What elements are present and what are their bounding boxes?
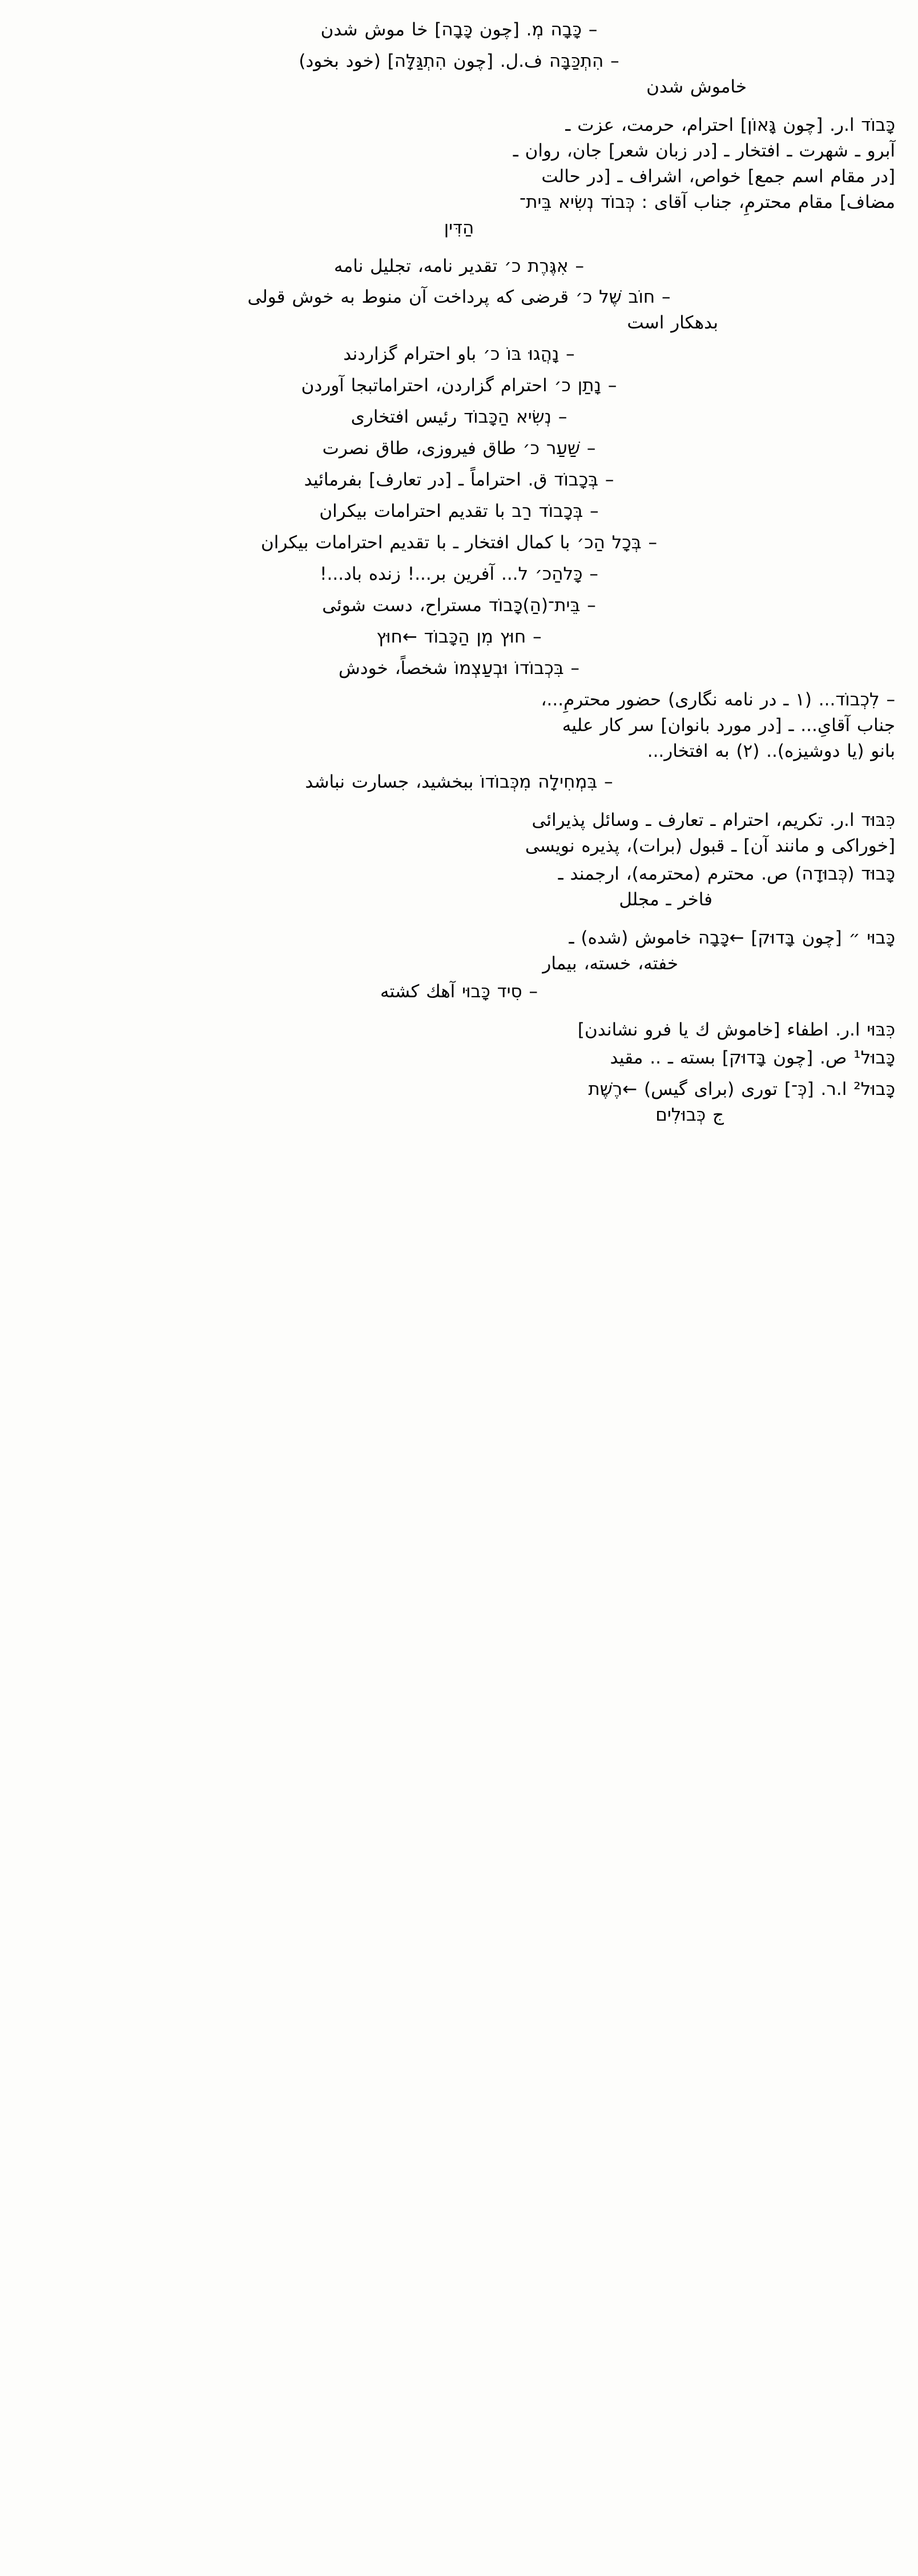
entry-line: – בִּכְבוֹדוֹ וּבְעַצְמוֹ شخصاً، خودش: [338, 657, 580, 679]
entry-line: – נָתַן כ׳ احترام گزاردن، احتراماتبجا آوردن: [301, 375, 617, 396]
dictionary-entry: [23, 1017, 895, 1043]
dictionary-entry: [23, 656, 895, 681]
dictionary-entry: [23, 687, 895, 764]
entry-line: – לִכְבוֹד... (۱ ـ در نامه نگاری) حضور محترمِ...،: [541, 689, 895, 710]
dictionary-entry: [23, 254, 895, 279]
entry-line: [در مقام اسم جمع] خواص، اشراف ـ [در حالت: [541, 166, 895, 187]
entry-line: فاخر ـ مجلل: [619, 889, 712, 910]
entry-line: כָּבוּל² ا.ר. [כְּ־] توری (برای گیس) ←רֶשֶׁת: [588, 1078, 895, 1100]
dictionary-entry: [23, 925, 895, 977]
entry-line: כָּבוּד (כְּבוּדָה) ص. محترم (محترمه)، ارجمند ـ: [558, 864, 895, 885]
entry-line: خفته، خسته، بیمار: [542, 953, 678, 974]
entry-line: – כָּבָה מְ. [چون כָּבָה] خا موش شدن: [320, 19, 598, 40]
dictionary-entry: [23, 17, 895, 43]
entry-line: כָּבוֹד ا.ر. [چون גָּאוֹן] احترام، حرمت، عزت ـ: [565, 114, 895, 135]
dictionary-entry: [23, 436, 895, 462]
dictionary-entry: [23, 769, 895, 795]
entry-line: – בְּכָבוֹד ق. احتراماً ـ [در تعارف] بفرمائید: [304, 470, 614, 491]
dictionary-entry: [23, 342, 895, 367]
entry-line: – בִּמְחִילָה מִכְּבוֹדוֹ ببخشید، جسارت نباشد: [305, 772, 613, 793]
entry-line: ج כְּבוּלִים: [655, 1104, 724, 1125]
entry-line: – בְּכָל הַכ׳ با کمال افتخار ـ با تقدیم احترامات بیکران: [260, 532, 658, 553]
dictionary-entry: [23, 624, 895, 650]
entry-line: כָּבוּל¹ ص. [چون בָּדוּק] بسته ـ .. مقید: [610, 1047, 895, 1068]
entry-line: بانو (یا دوشیزه).. (۲) به افتخار...: [647, 740, 895, 761]
entry-line: – סִיד כָּבוּי آهك کشته: [380, 981, 538, 1002]
dictionary-entry: [23, 1045, 895, 1071]
dictionary-entry: [23, 404, 895, 430]
dictionary-entry: [23, 49, 895, 100]
dictionary-entry: [23, 373, 895, 399]
dictionary-entry: [23, 808, 895, 859]
entry-line: مضاف] مقام محترمِ، جناب آقای : כְּבוֹד נְשִׂיא בֵּית־: [519, 191, 895, 212]
dictionary-entry: [23, 1077, 895, 1128]
entry-line: – בֵּית־(הַ)כָּבוֹד مستراح، دست شوئی: [322, 595, 596, 616]
dictionary-entry: [23, 530, 895, 556]
dictionary-entry: [23, 561, 895, 587]
entry-line: – כָּלהַכ׳ ל... آفرین بر...! زنده باد...!: [320, 563, 598, 584]
dictionary-entry: [23, 113, 895, 241]
dictionary-entry: [23, 467, 895, 493]
entry-line: [خوراکی و مانند آن] ـ قبول (برات)، پذیره نویسی: [525, 836, 895, 857]
entry-line: – חוֹב שֶׁל כ׳ قرضی که پرداخت آن منوط به خوش قولی: [247, 287, 671, 308]
entry-line: – הִתְכַּבָּה ف.ل. [چون הִתְגַּלָּה] (خود بخود): [299, 50, 619, 71]
entry-line: خاموش شدن: [646, 76, 747, 97]
dictionary-entry: [23, 979, 895, 1005]
entry-line: – בְּכָבוֹד רַב با تقدیم احترامات بیکران: [319, 501, 599, 521]
entry-line: הַדִּין: [444, 217, 474, 238]
entry-line: – אִגֶּרֶת כ׳ تقدیر نامه، تجلیل نامه: [334, 255, 584, 276]
dictionary-entry: [23, 499, 895, 524]
entry-line: بدهکار است: [627, 312, 718, 334]
dictionary-entry: [23, 861, 895, 913]
entry-line: – חוּץ מִן הַכָּבוֹד ←חוּץ: [376, 626, 542, 647]
entry-line: جناب آقایِ... ـ [در مورد بانوان] سر کار علیه: [562, 715, 895, 736]
entry-line: – נָהֲגוּ בּוֹ כ׳ باو احترام گزاردند: [343, 344, 575, 365]
entry-line: כָּבוּי ״ [چون בָּדוּק] ←כָּבָה خاموش (شده) ـ: [569, 928, 895, 949]
entry-line: כִּבּוּי ا.ر. اطفاء [خاموش ك یا فرو نشاندن]: [577, 1019, 895, 1040]
dictionary-entry: [23, 593, 895, 619]
entry-line: آبرو ـ شهرت ـ افتخار ـ [در زبان شعر] جان، روان ـ: [513, 140, 895, 161]
dictionary-entry: [23, 284, 895, 336]
entry-line: – שַׁעַר כ׳ طاق فیروزی، طاق نصرت: [322, 438, 596, 459]
dictionary-column: [23, 17, 895, 1130]
entry-line: – נְשִׂיא הַכָּבוֹד رئیس افتخاری: [351, 407, 567, 428]
entry-line: כִּבּוּד ا.ر. تکریم، احترام ـ تعارف ـ وسائل پذیرائی: [532, 810, 895, 831]
